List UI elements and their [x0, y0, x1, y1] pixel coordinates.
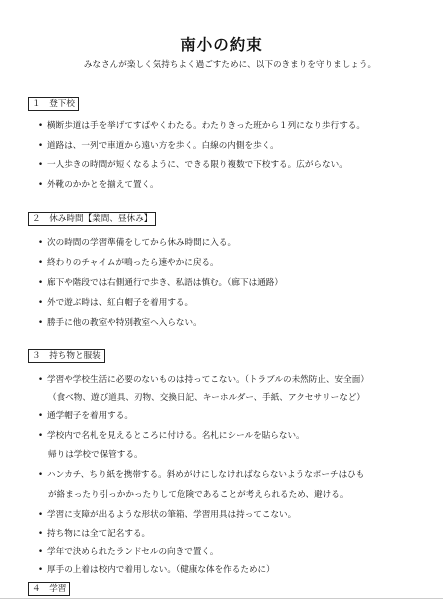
bullet-icon: • [38, 565, 44, 575]
list-item-continuation: （食べ物、遊び道具、刃物、交換日記、キーホルダー、手紙、アクセサリーなど） [48, 393, 366, 403]
list-item-text: 通学帽子を着用する。 [47, 411, 133, 421]
list-item-text: 学習に支障が出るような形状の筆箱、学習用具は持ってこない。 [47, 510, 297, 520]
list-item [38, 238, 236, 249]
list-item [38, 547, 218, 558]
list-item-text: 学年で決められたランドセルの向きで置く。 [47, 547, 219, 557]
page-edge-divider [0, 598, 443, 599]
bullet-icon: • [38, 375, 44, 385]
list-item-text: 外で遊ぶ時は、紅白帽子を着用する。 [47, 298, 194, 308]
document-intro: みなさんが楽しく気持ちよく過ごすために、以下のきまりを守りましょう。 [83, 60, 377, 70]
bullet-icon: • [38, 160, 44, 170]
list-item [38, 278, 283, 289]
bullet-icon: • [38, 141, 44, 151]
list-item-text: 持ち物には全て記名する。 [47, 529, 151, 539]
list-item [38, 510, 296, 521]
list-item-continuation: 帰りは学校で保管する。 [48, 450, 143, 460]
list-item-text: 道路は、一列で車道から遠い方を歩く。白線の内側を歩く。 [47, 141, 279, 151]
list-item [38, 141, 279, 152]
list-item-text: 一人歩きの時間が短くなるように、できる限り複数で下校する。広がらない。 [47, 160, 348, 170]
bullet-icon: • [38, 278, 44, 288]
bullet-icon: • [38, 298, 44, 308]
section-heading-commute: １ 登下校 [28, 97, 79, 111]
bullet-icon: • [38, 180, 44, 190]
list-item-text: 外靴のかかとを揃えて置く。 [47, 180, 159, 190]
list-item-text: ハンカチ、ちり紙を携帯する。斜めがけにしなければならないようなポーチはひも [47, 470, 365, 480]
bullet-icon: • [38, 470, 44, 480]
bullet-icon: • [38, 547, 44, 557]
bullet-icon: • [38, 121, 44, 131]
list-item-text: 勝手に他の教室や特別教室へ入らない。 [47, 318, 202, 328]
section-heading-belongings: ３ 持ち物と服装 [28, 349, 105, 363]
list-item-text: 次の時間の学習準備をしてから休み時間に入る。 [47, 238, 237, 248]
list-item [38, 298, 193, 309]
list-item [38, 160, 348, 171]
list-item [38, 258, 219, 269]
list-item [38, 375, 369, 386]
list-item-text: 学校内で名札を見えるところに付ける。名札にシールを貼らない。 [47, 431, 305, 441]
list-item-text: 学習や学校生活に必要のないものは持ってこない。（トラブルの未然防止、安全面） [47, 375, 369, 385]
list-item [38, 411, 133, 422]
bullet-icon: • [38, 411, 44, 421]
list-item [38, 180, 159, 191]
section-heading-study: ４ 学習 [28, 582, 70, 596]
bullet-icon: • [38, 529, 44, 539]
bullet-icon: • [38, 510, 44, 520]
document-title: 南小の約束 [180, 36, 263, 54]
list-item-text: 廊下や階段では右側通行で歩き、私語は慎む。（廊下は通路） [47, 278, 283, 288]
list-item [38, 431, 305, 442]
list-item-text: 終わりのチャイムが鳴ったら速やかに戻る。 [47, 258, 219, 268]
section-heading-recess: ２ 休み時間【業間、昼休み】 [28, 212, 156, 226]
list-item-continuation: が絡まったり引っかかったりして危険であることが考えられるため、避ける。 [48, 490, 349, 500]
list-item [38, 121, 365, 132]
bullet-icon: • [38, 431, 44, 441]
list-item-text: 横断歩道は手を挙げてすばやくわたる。わたりきった班から１列になり歩行する。 [47, 121, 365, 131]
bullet-icon: • [38, 238, 44, 248]
list-item [38, 529, 150, 540]
list-item-text: 厚手の上着は校内で着用しない。（健康な体を作るために） [47, 565, 275, 575]
bullet-icon: • [38, 318, 44, 328]
list-item [38, 470, 364, 481]
list-item [38, 565, 275, 576]
bullet-icon: • [38, 258, 44, 268]
list-item [38, 318, 202, 329]
